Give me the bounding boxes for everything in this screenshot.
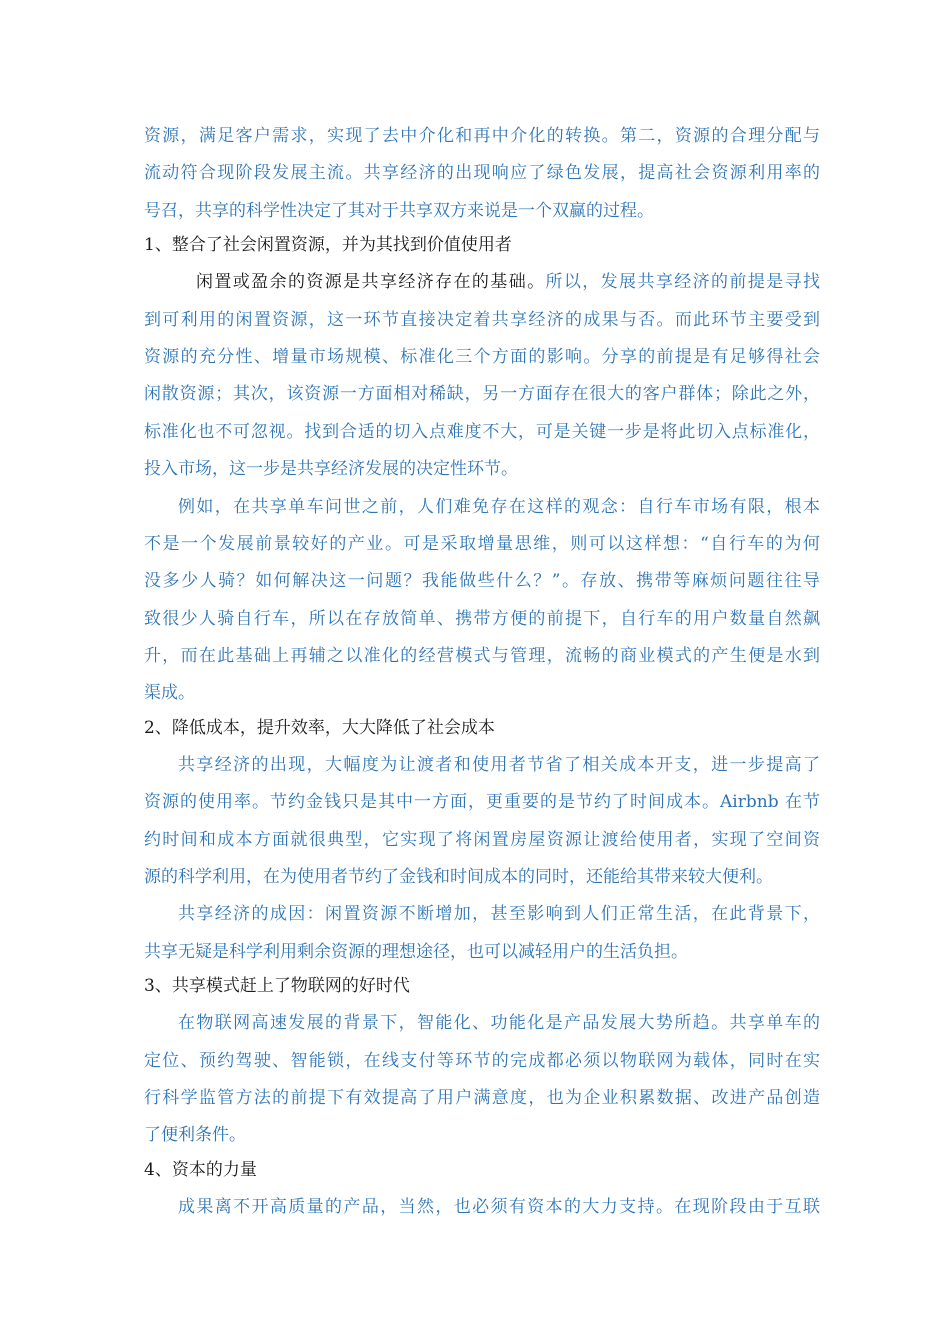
document-body [144, 118, 820, 1226]
paragraph-line: 资源，满足客户需求，实现了去中介化和再中介化的转换。第二，资源的合理分配与 [144, 126, 820, 146]
paragraph-line: 共享经济的成因：闲置资源不断增加，甚至影响到人们正常生活，在此背景下， [178, 904, 820, 925]
paragraph-line: 资源的使用率。节约金钱只是其中一方面，更重要的是节约了时间成本。Airbnb 在节 [144, 792, 820, 813]
paragraph-line: 约时间和成本方面就很典型，它实现了将闲置房屋资源让渡给使用者，实现了空间资 [144, 829, 820, 850]
paragraph-line: 到可利用的闲置资源，这一环节直接决定着共享经济的成果与否。而此环节主要受到 [144, 309, 820, 330]
paragraph-line [144, 264, 820, 301]
paragraph-line: 例如，在共享单车问世之前，人们难免存在这样的观念：自行车市场有限，根本 [178, 496, 820, 517]
section-heading-2: 2、降低成本，提升效率，大大降低了社会成本 [144, 717, 495, 738]
paragraph-line: 共享无疑是科学利用剩余资源的理想途径，也可以减轻用户的生活负担。 [144, 941, 688, 962]
paragraph-line: 渠成。 [144, 683, 195, 704]
section-heading-1: 1、整合了社会闲置资源，并为其找到价值使用者 [144, 235, 512, 256]
paragraph-line: 不是一个发展前景较好的产业。可是采取增量思维，则可以这样想：“自行车的为何 [144, 533, 820, 554]
paragraph-line: 致很少人骑自行车，所以在存放简单、携带方便的前提下，自行车的用户数量自然飙 [144, 608, 820, 629]
paragraph-text-black: 闲置或盈余的资源是共享经济存在的基础。 [196, 272, 546, 293]
paragraph-line: 共享经济的出现，大幅度为让渡者和使用者节省了相关成本开支，进一步提高了 [178, 754, 820, 775]
paragraph-line: 升，而在此基础上再辅之以准化的经营模式与管理，流畅的商业模式的产生便是水到 [144, 646, 820, 667]
paragraph-line: 闲散资源；其次，该资源一方面相对稀缺，另一方面存在很大的客户群体；除此之外， [144, 384, 820, 405]
paragraph-line: 投入市场，这一步是共享经济发展的决定性环节。 [144, 459, 518, 480]
paragraph-line: 了便利条件。 [144, 1125, 246, 1146]
paragraph-line: 资源的充分性、增量市场规模、标准化三个方面的影响。分享的前提是有足够得社会 [144, 346, 820, 367]
paragraph-line: 源的科学利用，在为使用者节约了金钱和时间成本的同时，还能给其带来较大便利。 [144, 867, 773, 888]
paragraph-line: 行科学监管方法的前提下有效提高了用户满意度，也为企业积累数据、改进产品创造 [144, 1087, 820, 1108]
paragraph-line: 定位、预约驾驶、智能锁，在线支付等环节的完成都必须以物联网为载体，同时在实 [144, 1050, 820, 1071]
paragraph-line: 成果离不开高质量的产品，当然，也必须有资本的大力支持。在现阶段由于互联 [178, 1196, 820, 1217]
section-heading-4: 4、资本的力量 [144, 1159, 257, 1180]
paragraph-line: 在物联网高速发展的背景下，智能化、功能化是产品发展大势所趋。共享单车的 [178, 1013, 820, 1034]
section-heading-3: 3、共享模式赶上了物联网的好时代 [144, 976, 410, 997]
paragraph-line: 没多少人骑？如何解决这一问题？我能做些什么？”。存放、携带等麻烦问题往往导 [144, 571, 820, 592]
paragraph-line: 号召，共享的科学性决定了其对于共享双方来说是一个双赢的过程。 [144, 200, 654, 221]
paragraph-line: 流动符合现阶段发展主流。共享经济的出现响应了绿色发展，提高社会资源利用率的 [144, 163, 820, 184]
paragraph-line: 标准化也不可忽视。找到合适的切入点难度不大，可是关键一步是将此切入点标准化， [144, 421, 820, 442]
paragraph-text-blue: 所以，发展共享经济的前提是寻找 [545, 272, 820, 293]
